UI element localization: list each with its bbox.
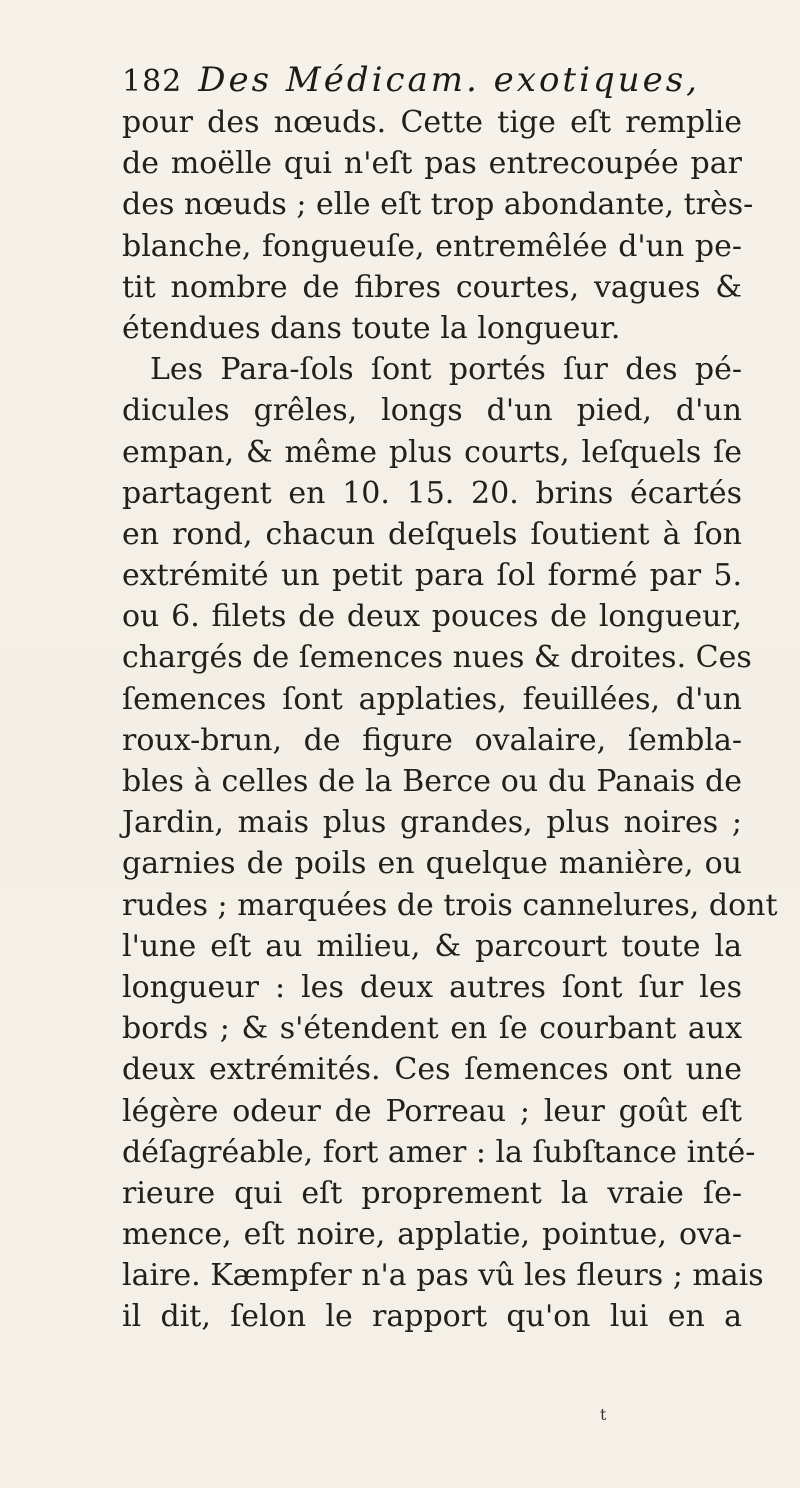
text-line: des nœuds ; elle eſt trop abondante, très- bbox=[122, 187, 754, 223]
text-line: extrémité un petit para ſol formé par 5. bbox=[122, 558, 742, 594]
paragraph-start-line: Les Para-ſols ſont portés ſur des pé- bbox=[150, 352, 742, 388]
text-line: blanche, fongueuſe, entremêlée d'un pe- bbox=[122, 228, 742, 264]
signature-mark: t bbox=[600, 1405, 607, 1424]
text-line: partagent en 10. 15. 20. brins écartés bbox=[122, 475, 742, 511]
text-line: longueur : les deux autres ſont ſur les bbox=[122, 969, 742, 1005]
running-header bbox=[122, 60, 700, 100]
body-text bbox=[122, 102, 778, 1338]
text-line: tit nombre de fibres courtes, vagues & bbox=[122, 269, 742, 305]
text-line: en rond, chacun deſquels ſoutient à ſon bbox=[122, 516, 742, 552]
text-line: déſagréable, fort amer : la ſubſtance inté- bbox=[122, 1134, 756, 1170]
text-line: légère odeur de Porreau ; leur goût eſt bbox=[122, 1093, 742, 1129]
text-line: rieure qui eſt proprement la vraie ſe- bbox=[122, 1175, 742, 1211]
text-line: dicules grêles, longs d'un pied, d'un bbox=[122, 393, 742, 429]
text-line: garnies de poils en quelque manière, ou bbox=[122, 846, 742, 882]
text-line: ſemences ſont applaties, feuillées, d'un bbox=[122, 681, 742, 717]
text-line: bles à celles de la Berce ou du Panais de bbox=[122, 764, 742, 799]
text-line: il dit, ſelon le rapport qu'on lui en a bbox=[122, 1299, 742, 1335]
running-title: Des Médicam. exotiques, bbox=[198, 60, 700, 100]
text-line: l'une eſt au milieu, & parcourt toute la bbox=[122, 928, 742, 964]
text-line: bords ; & s'étendent en ſe courbant aux bbox=[122, 1011, 742, 1047]
text-line: mence, eſt noire, applatie, pointue, ova- bbox=[122, 1217, 742, 1253]
text-line: pour des nœuds. Cette tige eſt remplie bbox=[122, 105, 742, 140]
text-line: étendues dans toute la longueur. bbox=[122, 310, 621, 346]
text-line: rudes ; marquées de trois cannelures, dont bbox=[122, 887, 778, 923]
text-line: ou 6. filets de deux pouces de longueur, bbox=[122, 599, 742, 635]
text-line: chargés de ſemences nues & droites. Ces bbox=[122, 640, 752, 676]
text-line: empan, & même plus courts, leſquels ſe bbox=[122, 434, 742, 470]
text-line: de moëlle qui n'eſt pas entrecoupée par bbox=[122, 146, 742, 182]
text-line: roux-brun, de figure ovalaire, ſembla- bbox=[122, 722, 742, 758]
page-number: 182 bbox=[122, 64, 183, 99]
text-line: deux extrémités. Ces ſemences ont une bbox=[122, 1052, 742, 1088]
text-line: Jardin, mais plus grandes, plus noires ; bbox=[122, 805, 742, 841]
text-line: laire. Kæmpfer n'a pas vû les fleurs ; mais bbox=[122, 1258, 764, 1294]
